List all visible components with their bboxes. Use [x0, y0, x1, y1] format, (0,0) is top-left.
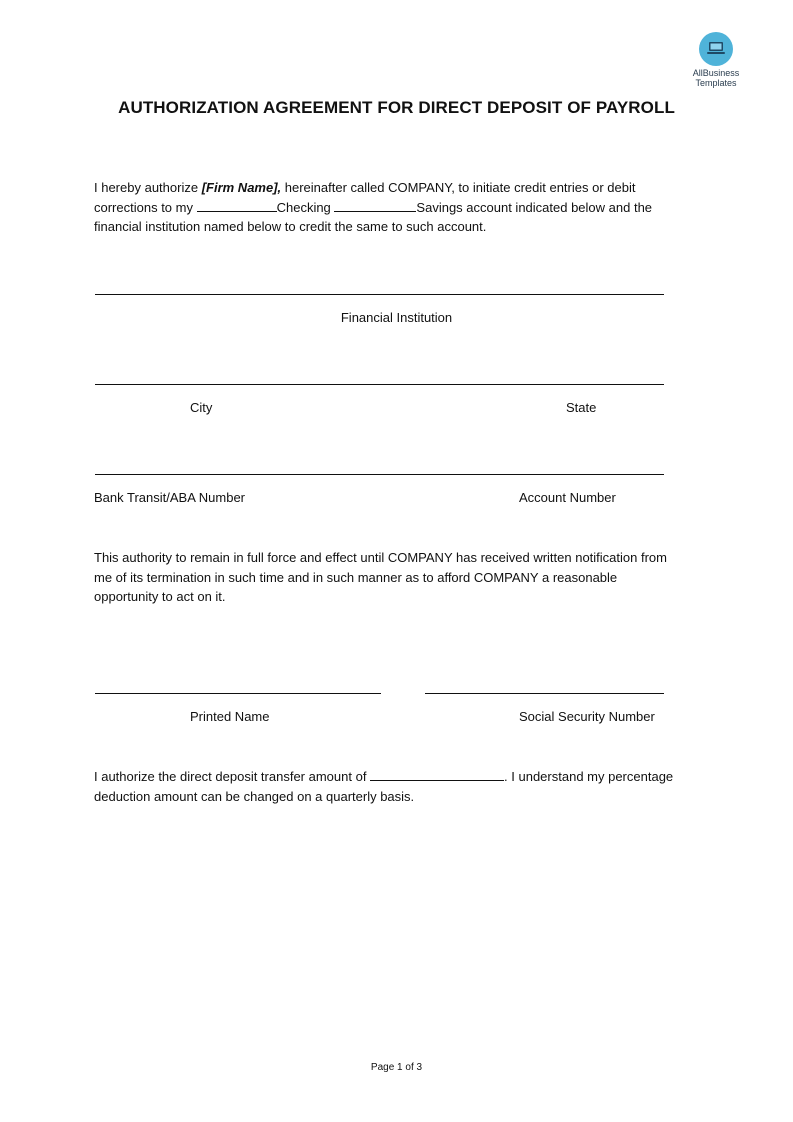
bank-transit-label: Bank Transit/ABA Number — [94, 490, 246, 505]
logo-line-1: AllBusiness — [692, 68, 740, 78]
p2-line-2: me of its termination in such time and in such manner as to afford COMPANY a reasonable — [94, 569, 618, 585]
p1-text-4: financial institution named below to credit the same to such account. — [94, 219, 487, 234]
account-number-label: Account Number — [519, 490, 616, 505]
laptop-icon — [699, 32, 733, 66]
ssn-line[interactable] — [425, 693, 664, 694]
savings-label: Savings account indicated below and the — [416, 199, 653, 215]
checking-blank[interactable] — [197, 198, 277, 212]
city-state-line[interactable] — [95, 384, 664, 385]
p2-line-1: This authority to remain in full force and effect until COMPANY has received written notification from — [94, 550, 667, 565]
state-label: State — [566, 400, 597, 415]
bank-account-line[interactable] — [95, 474, 664, 475]
firm-name: [Firm Name], — [201, 180, 282, 195]
allbusiness-logo — [688, 32, 744, 88]
p1-text-1: I hereby authorize — [94, 180, 202, 195]
financial-institution-label: Financial Institution — [340, 310, 453, 325]
printed-name-label: Printed Name — [190, 709, 270, 724]
p3-text-2: . I understand my percentage — [504, 769, 674, 784]
printed-name-line[interactable] — [95, 693, 381, 694]
ssn-label: Social Security Number — [519, 709, 655, 724]
checking-label: Checking — [276, 199, 331, 215]
p1-text-2: hereinafter called COMPANY, to initiate credit entries or debit — [281, 180, 636, 195]
page-number: Page 1 of 3 — [370, 1062, 423, 1073]
transfer-amount-paragraph — [94, 767, 734, 806]
page-title: AUTHORIZATION AGREEMENT FOR DIRECT DEPOSIT OF PAYROLL — [118, 98, 675, 117]
p3-line-2: deduction amount can be changed on a quarterly basis. — [94, 788, 415, 804]
p3-text-1: I authorize the direct deposit transfer amount of — [94, 769, 371, 784]
transfer-amount-blank[interactable] — [370, 767, 504, 781]
authority-paragraph — [94, 548, 734, 607]
savings-blank[interactable] — [334, 198, 416, 212]
financial-institution-line[interactable] — [95, 294, 664, 295]
p2-line-3: opportunity to act on it. — [94, 589, 226, 604]
city-label: City — [190, 400, 213, 415]
p1-text-3: corrections to my — [94, 199, 197, 215]
logo-line-2: Templates — [695, 78, 737, 88]
authorization-paragraph — [94, 178, 714, 237]
